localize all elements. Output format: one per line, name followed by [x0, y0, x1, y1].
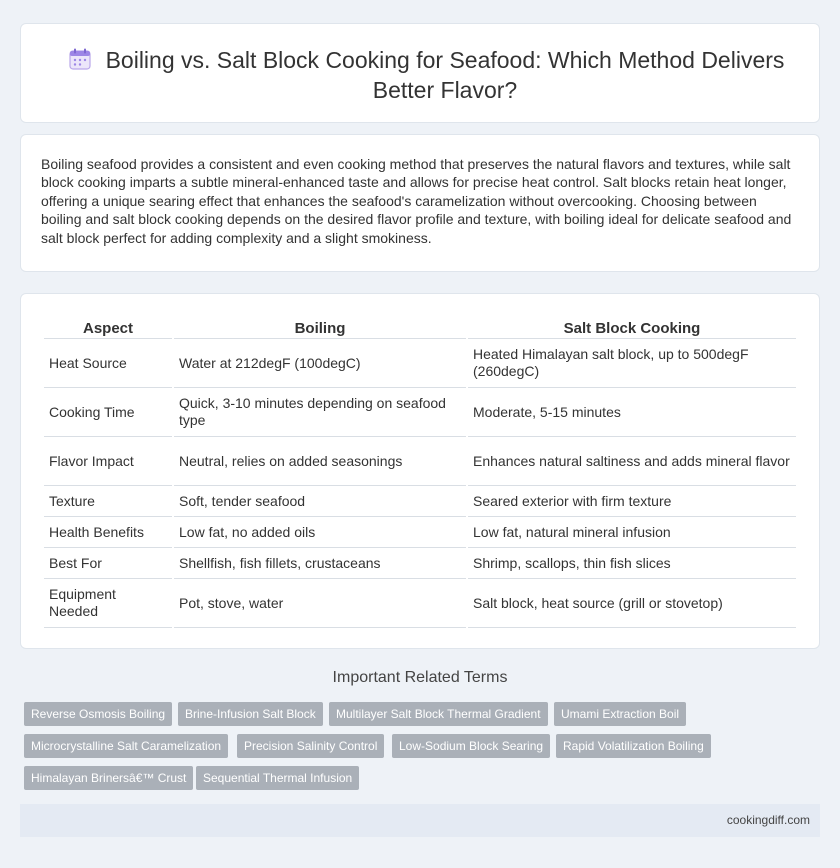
table-cell: Moderate, 5-15 minutes [468, 388, 796, 437]
table-cell: Enhances natural saltiness and adds mineral flavor [468, 437, 796, 486]
table-row [44, 339, 796, 388]
related-tag[interactable]: Brine-Infusion Salt Block [178, 702, 323, 726]
comparison-table [42, 316, 798, 628]
table-cell: Shellfish, fish fillets, crustaceans [174, 548, 466, 579]
table-cell: Neutral, relies on added seasonings [174, 437, 466, 486]
header-boiling: Boiling [174, 316, 466, 339]
related-tag[interactable]: Microcrystalline Salt Caramelization [24, 734, 228, 758]
table-cell: Pot, stove, water [174, 579, 466, 628]
footer-site-link[interactable]: cookingdiff.com [726, 813, 810, 827]
header-salt-block: Salt Block Cooking [468, 316, 796, 339]
table-header-row [44, 316, 796, 339]
related-tag[interactable]: Himalayan Brinersâ€™ Crust [24, 766, 193, 790]
related-tag[interactable]: Umami Extraction Boil [554, 702, 686, 726]
related-tag[interactable]: Reverse Osmosis Boiling [24, 702, 172, 726]
table-cell: Heated Himalayan salt block, up to 500degF (260degC) [468, 339, 796, 388]
table-cell: Flavor Impact [44, 437, 172, 486]
table-row [44, 517, 796, 548]
intro-paragraph: Boiling seafood provides a consistent and even cooking method that preserves the natural flavors and textures, while salt block cooking imparts a subtle mineral-enhanced taste and allows for precise heat control. Salt blocks retain heat longer, offering a unique searing effect that enhances the seafood's caramelization without overcooking. Choosing between boiling and salt block cooking depends on the desired flavor profile and texture, with boiling ideal for delicate seafood and salt block perfect for adding complexity and a slight smokiness. [41, 156, 792, 246]
title-card [20, 23, 820, 123]
table-cell: Shrimp, scallops, thin fish slices [468, 548, 796, 579]
page-title: Boiling vs. Salt Block Cooking for Seafood: Which Method Delivers Better Flavor? [105, 47, 785, 103]
table-row [44, 548, 796, 579]
table-cell: Equipment Needed [44, 579, 172, 628]
table-cell: Low fat, natural mineral infusion [468, 517, 796, 548]
table-cell: Cooking Time [44, 388, 172, 437]
related-tag[interactable]: Sequential Thermal Infusion [196, 766, 359, 790]
table-cell: Best For [44, 548, 172, 579]
comparison-card [20, 293, 820, 649]
table-cell: Low fat, no added oils [174, 517, 466, 548]
intro-card [20, 134, 820, 272]
table-cell: Seared exterior with firm texture [468, 486, 796, 517]
table-cell: Health Benefits [44, 517, 172, 548]
table-cell: Water at 212degF (100degC) [174, 339, 466, 388]
table-row [44, 437, 796, 486]
related-tag[interactable]: Low-Sodium Block Searing [392, 734, 550, 758]
related-tag[interactable]: Multilayer Salt Block Thermal Gradient [329, 702, 548, 726]
table-row [44, 579, 796, 628]
table-row [44, 486, 796, 517]
table-row [44, 388, 796, 437]
table-cell: Salt block, heat source (grill or stovetop) [468, 579, 796, 628]
related-tag[interactable]: Precision Salinity Control [237, 734, 384, 758]
table-cell: Texture [44, 486, 172, 517]
related-terms-title: Important Related Terms [332, 669, 508, 686]
header-aspect: Aspect [44, 316, 172, 339]
table-cell: Heat Source [44, 339, 172, 388]
table-cell: Quick, 3-10 minutes depending on seafood type [174, 388, 466, 437]
related-tag[interactable]: Rapid Volatilization Boiling [556, 734, 711, 758]
footer [20, 804, 820, 837]
table-cell: Soft, tender seafood [174, 486, 466, 517]
